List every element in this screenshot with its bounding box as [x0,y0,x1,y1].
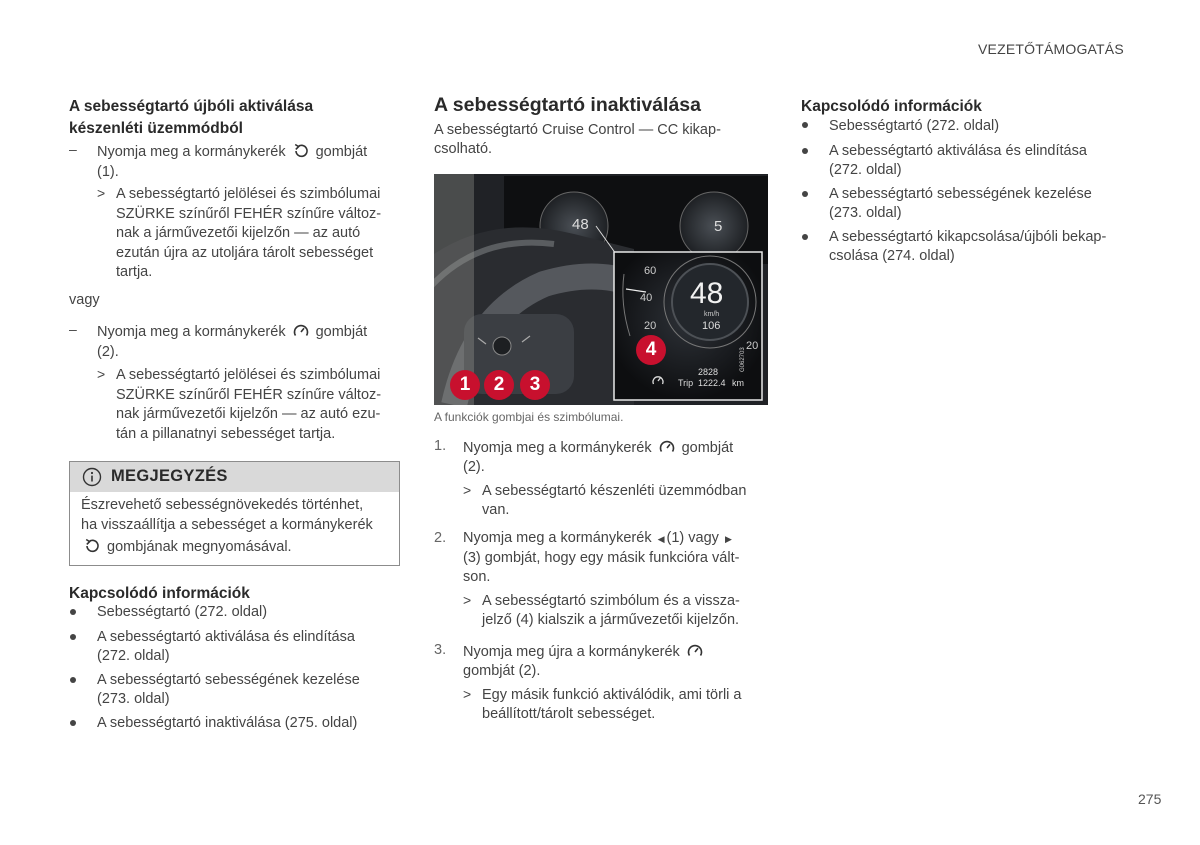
step1-result-3: nak a járművezetői kijelzőn — az autó [116,225,361,241]
step-number: 3. [434,642,447,658]
related-title: Kapcsolódó információk [801,98,982,115]
col1-title-line1: A sebességtartó újbóli aktiválása [69,98,314,115]
col2-intro-1: A sebességtartó Cruise Control — CC kikap- [434,122,721,138]
gauge-speed: 48 [690,277,724,310]
bullet [802,148,808,154]
note-line3 [81,538,292,561]
bullet [70,634,76,640]
note-line2: ha visszaállítja a sebességet a kormánykerék [81,517,373,533]
step2-result-2: SZÜRKE színűről FEHÉR színűre változ- [116,387,382,403]
step2-line1 [97,323,367,346]
page-number: 275 [1138,791,1162,807]
resume-icon [83,538,101,561]
scale-40: 40 [640,292,653,304]
related-title: Kapcsolódó információk [69,585,250,602]
trip-label: Trip [678,378,694,388]
step1-line [463,439,733,462]
step2-line3: son. [463,569,491,585]
callout-3: 3 [520,370,550,400]
info-icon [82,467,102,492]
figure-caption: A funkciók gombjai és szimbólumai. [434,410,624,424]
left-arrow-icon: ◀ [657,534,665,544]
callout-1: 1 [450,370,480,400]
resume-icon [292,143,310,166]
step2-text-before: Nyomja meg a kormánykerék [97,324,286,340]
step-number: 1. [434,438,447,454]
related-link-cont[interactable]: (272. oldal) [97,648,170,664]
step1-result-1: A sebességtartó jelölései és szimbólumai [116,186,381,202]
right-tick: 20 [746,340,759,352]
related-link[interactable]: A sebességtartó sebességének kezelése [829,186,1092,202]
cruise-control-icon [686,643,704,666]
or-text: vagy [69,292,100,308]
cruise-indicator-icon [651,373,665,391]
callout-4: 4 [636,335,666,365]
related-link[interactable]: Sebességtartó (272. oldal) [97,604,268,620]
related-link[interactable]: A sebességtartó kikapcsolása/újbóli bekap- [829,229,1107,245]
col1-title-line2: készenléti üzemmódból [69,120,243,137]
note-box [69,461,400,566]
related-link[interactable]: A sebességtartó aktiválása és elindítása [97,629,355,645]
cruise-control-icon [292,323,310,346]
step1-before: Nyomja meg a kormánykerék [463,440,652,456]
step2-line [463,529,732,550]
step2-result-2: jelző (4) kialszik a járművezetői kijelzőn. [482,612,740,628]
note-line3-text: gombjának megnyomásával. [107,539,292,555]
odometer: 2828 [698,367,719,377]
step2-mid: (1) vagy [666,530,719,546]
step1-line1 [97,143,367,166]
step1-result-4: ezután újra az utoljára tárolt sebességet [116,245,374,261]
related-link-cont[interactable]: (273. oldal) [829,205,902,221]
related-link-cont[interactable]: (273. oldal) [97,691,170,707]
related-link-cont[interactable]: csolása (274. oldal) [829,248,955,264]
gauge-unit: km/h [704,311,720,318]
step2-text-after: gombját [315,324,368,340]
step1-result-2: SZÜRKE színűről FEHÉR színűre változ- [116,206,382,222]
scale-20: 20 [644,320,657,332]
step2-before: Nyomja meg a kormánykerék [463,530,652,546]
result-mark: > [463,482,472,498]
related-link[interactable]: Sebességtartó (272. oldal) [829,118,1000,134]
trip-value: 1222.4 [698,378,726,388]
step1-text-after: gombját [315,144,368,160]
bullet [70,677,76,683]
step2-result-1: A sebességtartó szimbólum és a vissza- [482,593,740,609]
step3-result-1: Egy másik funkció aktiválódik, ami törli a [482,687,742,703]
step1-result-2: van. [482,502,510,518]
step2-result-4: tán a pillanatnyi sebességet tartja. [116,426,336,442]
note-line1: Észrevehető sebességnövekedés történhet, [81,497,364,513]
dash-mark: – [69,321,77,337]
col2-title: A sebességtartó inaktiválása [434,94,701,116]
cruise-control-icon [658,439,676,462]
step1-after: gombját [681,440,734,456]
result-mark: > [97,185,106,201]
bg-gear: 5 [714,218,723,235]
step1-result-1: A sebességtartó készenléti üzemmódban [482,483,747,499]
result-mark: > [463,686,472,702]
step2-line2: (3) gombját, hogy egy másik funkcióra vált- [463,550,740,566]
step2-result-3: nak járművezetői kijelzőn — az autó ezu- [116,406,381,422]
step1-text-before: Nyomja meg a kormánykerék [97,144,286,160]
col2-intro-2: csolható. [434,141,493,157]
trip-unit: km [732,378,744,388]
bg-speed: 48 [572,216,589,233]
result-mark: > [463,592,472,608]
scale-60: 60 [644,265,657,277]
bullet [70,609,76,615]
step1-result-5: tartja. [116,264,153,280]
step3-before: Nyomja meg újra a kormánykerék [463,644,680,660]
bullet [802,234,808,240]
step3-result-2: beállított/tárolt sebességet. [482,706,656,722]
bullet [802,191,808,197]
figure-code: G062703 [740,347,746,372]
step1-line2: (2). [463,459,485,475]
bullet [70,720,76,726]
step2-line2: (2). [97,344,119,360]
result-mark: > [97,366,106,382]
step1-line2: (1). [97,164,119,180]
dashboard-figure [434,174,768,405]
note-heading: MEGJEGYZÉS [111,467,228,485]
step2-result-1: A sebességtartó jelölései és szimbólumai [116,367,381,383]
related-link[interactable]: A sebességtartó sebességének kezelése [97,672,360,688]
step-number: 2. [434,530,447,546]
step3-line2: gombját (2). [463,663,541,679]
related-link[interactable]: A sebességtartó aktiválása és elindítása [829,143,1087,159]
gauge-set-speed: 106 [702,320,721,332]
related-link[interactable]: A sebességtartó inaktiválása (275. oldal) [97,715,358,731]
bullet [802,122,808,128]
dash-mark: – [69,141,77,157]
right-arrow-icon: ▶ [724,534,732,544]
callout-2: 2 [484,370,514,400]
related-link-cont[interactable]: (272. oldal) [829,162,902,178]
section-header: VEZETŐTÁMOGATÁS [978,41,1124,57]
